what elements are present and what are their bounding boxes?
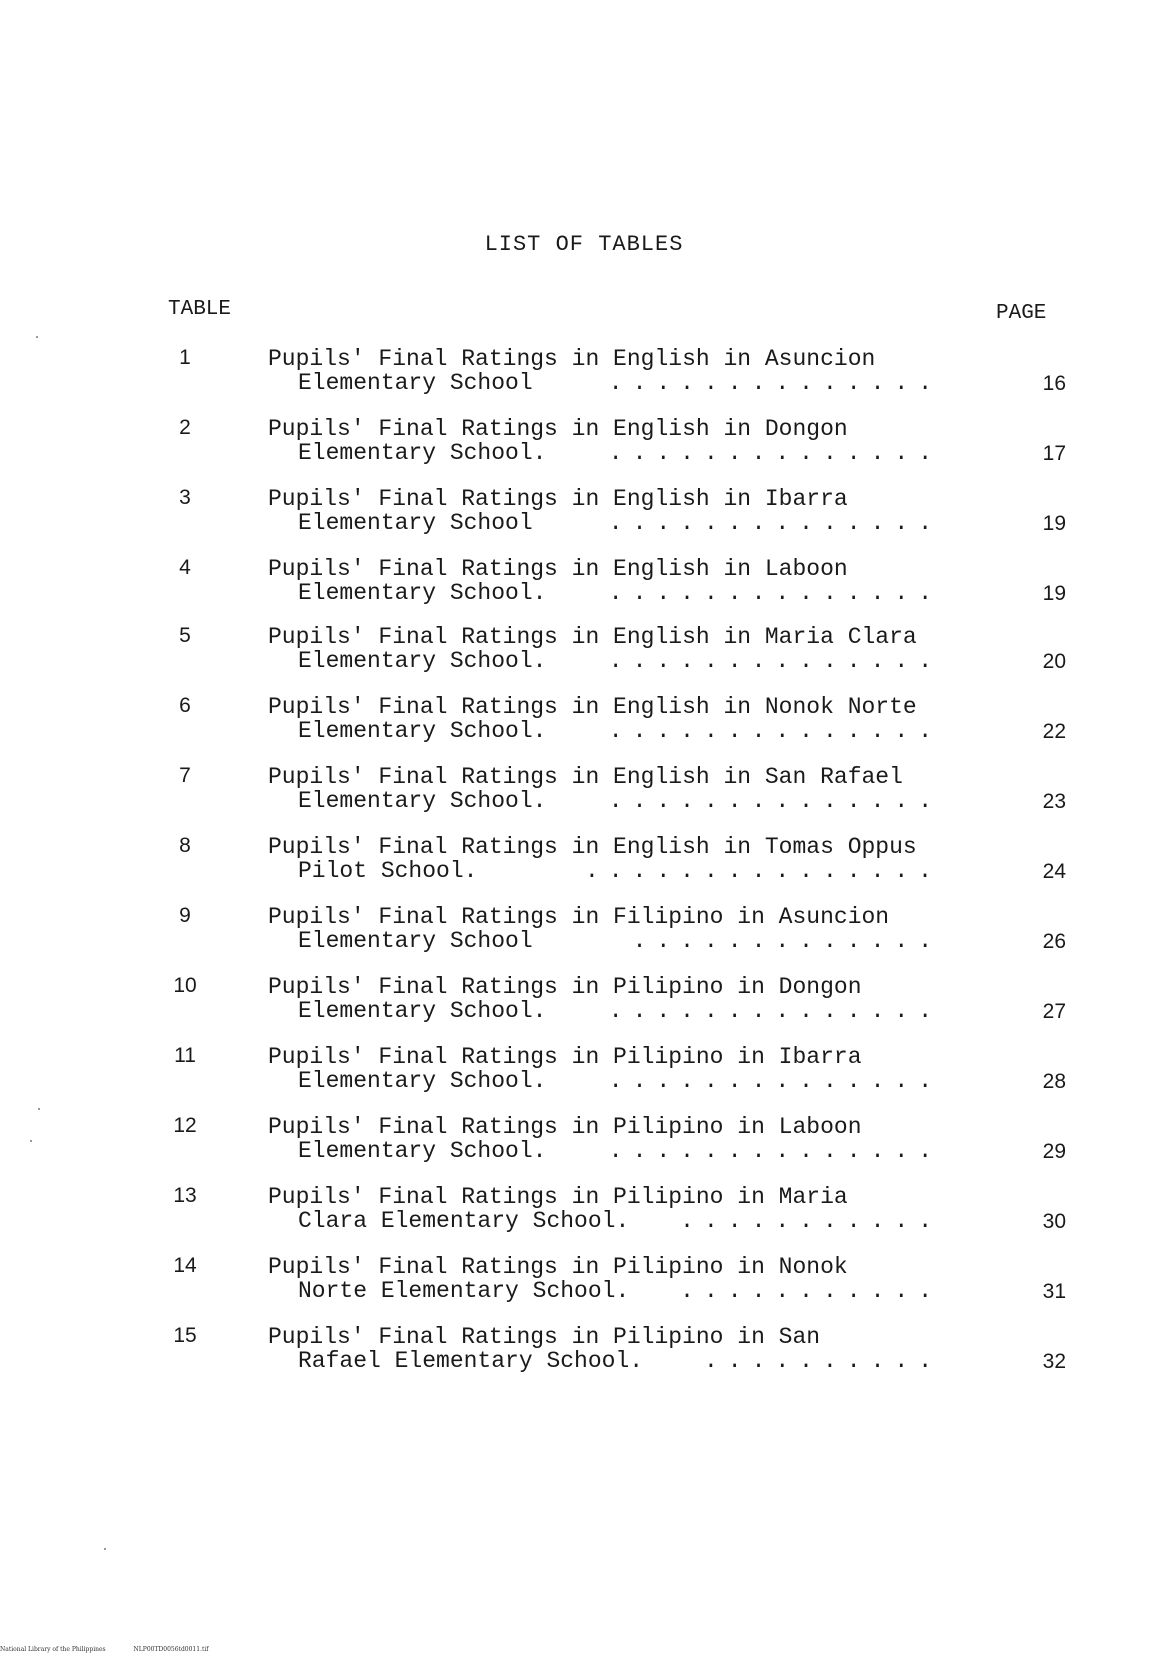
toc-entry [0, 1184, 1168, 1248]
table-number: 5 [179, 624, 191, 647]
page-number: 31 [1042, 1280, 1066, 1303]
table-caption-line2: Clara Elementary School. [298, 1208, 630, 1234]
scan-speck [36, 336, 38, 338]
table-caption-line2: Elementary School. [298, 788, 547, 814]
toc-entry [0, 556, 1168, 620]
dot-leader: .............. [608, 510, 942, 536]
page-column-heading: PAGE [996, 302, 1047, 325]
footer-library: National Library of the Philippines [0, 1646, 106, 1653]
table-number: 7 [179, 764, 191, 787]
toc-entry [0, 904, 1168, 968]
dot-leader: .............. [608, 718, 942, 744]
table-column-heading: TABLE [168, 298, 232, 321]
table-number: 8 [179, 834, 191, 857]
page-number: 20 [1042, 650, 1066, 673]
table-caption-line1: Pupils' Final Ratings in Pilipino in Ibarra [268, 1044, 862, 1070]
dot-leader: .............. [608, 648, 942, 674]
scan-footer [0, 1646, 235, 1653]
dot-leader: .............. [608, 580, 942, 606]
table-caption-line2: Elementary School. [298, 440, 547, 466]
table-number: 6 [179, 694, 191, 717]
page-title: LIST OF TABLES [484, 232, 684, 257]
table-number: 1 [179, 346, 191, 369]
dot-leader: .......... [703, 1348, 942, 1374]
toc-entry [0, 764, 1168, 828]
table-number: 9 [179, 904, 191, 927]
table-caption-line2: Elementary School [298, 370, 533, 396]
table-number: 10 [173, 974, 197, 997]
dot-leader: ........... [680, 1208, 942, 1234]
dot-leader: ............. [632, 928, 942, 954]
table-number: 13 [173, 1184, 197, 1207]
table-caption-line2: Elementary School. [298, 1138, 547, 1164]
page-number: 27 [1042, 1000, 1066, 1023]
toc-entry [0, 1114, 1168, 1178]
dot-leader: .............. [608, 998, 942, 1024]
table-number: 15 [173, 1324, 197, 1347]
table-number: 12 [173, 1114, 197, 1137]
page-number: 28 [1042, 1070, 1066, 1093]
scan-speck [104, 1548, 106, 1550]
table-caption-line1: Pupils' Final Ratings in English in Dongon [268, 416, 848, 442]
table-caption-line1: Pupils' Final Ratings in English in Tomas Oppus [268, 834, 917, 860]
dot-leader: .............. [608, 440, 942, 466]
table-caption-line1: Pupils' Final Ratings in Pilipino in Maria [268, 1184, 848, 1210]
table-caption-line2: Elementary School. [298, 998, 547, 1024]
table-caption-line2: Elementary School [298, 928, 533, 954]
dot-leader: ........... [680, 1278, 942, 1304]
table-caption-line1: Pupils' Final Ratings in English in Ibarra [268, 486, 848, 512]
table-caption-line2: Elementary School. [298, 718, 547, 744]
toc-entry [0, 416, 1168, 480]
toc-entry [0, 1044, 1168, 1108]
table-caption-line1: Pupils' Final Ratings in Pilipino in Dongon [268, 974, 862, 1000]
page-number: 22 [1042, 720, 1066, 743]
toc-entry [0, 694, 1168, 758]
page-number: 24 [1042, 860, 1066, 883]
dot-leader: .............. [608, 370, 942, 396]
toc-entry [0, 624, 1168, 688]
footer-file: NLP00TD0056td0011.tif [133, 1646, 209, 1653]
page-number: 30 [1042, 1210, 1066, 1233]
page-number: 19 [1042, 512, 1066, 535]
dot-leader: .............. [608, 1068, 942, 1094]
toc-entry [0, 1324, 1168, 1388]
page-number: 26 [1042, 930, 1066, 953]
table-caption-line1: Pupils' Final Ratings in English in Laboon [268, 556, 848, 582]
table-number: 14 [173, 1254, 197, 1277]
table-number: 2 [179, 416, 191, 439]
toc-entry [0, 834, 1168, 898]
page-number: 16 [1042, 372, 1066, 395]
toc-entry [0, 486, 1168, 550]
table-caption-line1: Pupils' Final Ratings in Filipino in Asuncion [268, 904, 890, 930]
dot-leader: .............. [608, 1138, 942, 1164]
table-caption-line2: Rafael Elementary School. [298, 1348, 644, 1374]
table-caption-line1: Pupils' Final Ratings in Pilipino in Laboon [268, 1114, 862, 1140]
table-caption-line2: Elementary School. [298, 580, 547, 606]
page-number: 32 [1042, 1350, 1066, 1373]
table-caption-line1: Pupils' Final Ratings in Pilipino in Nonok [268, 1254, 848, 1280]
toc-entry [0, 1254, 1168, 1318]
dot-leader: .............. [608, 788, 942, 814]
table-caption-line2: Elementary School [298, 510, 533, 536]
table-caption-line2: Elementary School. [298, 1068, 547, 1094]
dot-leader: ............... [584, 858, 942, 884]
table-caption-line1: Pupils' Final Ratings in English in Maria Clara [268, 624, 917, 650]
table-number: 4 [179, 556, 191, 579]
table-caption-line1: Pupils' Final Ratings in English in Asuncion [268, 346, 876, 372]
table-caption-line1: Pupils' Final Ratings in Pilipino in San [268, 1324, 821, 1350]
table-caption-line2: Pilot School. [298, 858, 478, 884]
table-caption-line1: Pupils' Final Ratings in English in San Rafael [268, 764, 903, 790]
toc-entry [0, 346, 1168, 410]
table-caption-line1: Pupils' Final Ratings in English in Nonok Norte [268, 694, 917, 720]
table-caption-line2: Norte Elementary School. [298, 1278, 630, 1304]
toc-entry [0, 974, 1168, 1038]
scan-speck [38, 1108, 40, 1110]
page-number: 19 [1042, 582, 1066, 605]
table-number: 3 [179, 486, 191, 509]
page-number: 29 [1042, 1140, 1066, 1163]
page-number: 23 [1042, 790, 1066, 813]
page-number: 17 [1042, 442, 1066, 465]
table-number: 11 [174, 1044, 196, 1067]
table-caption-line2: Elementary School. [298, 648, 547, 674]
